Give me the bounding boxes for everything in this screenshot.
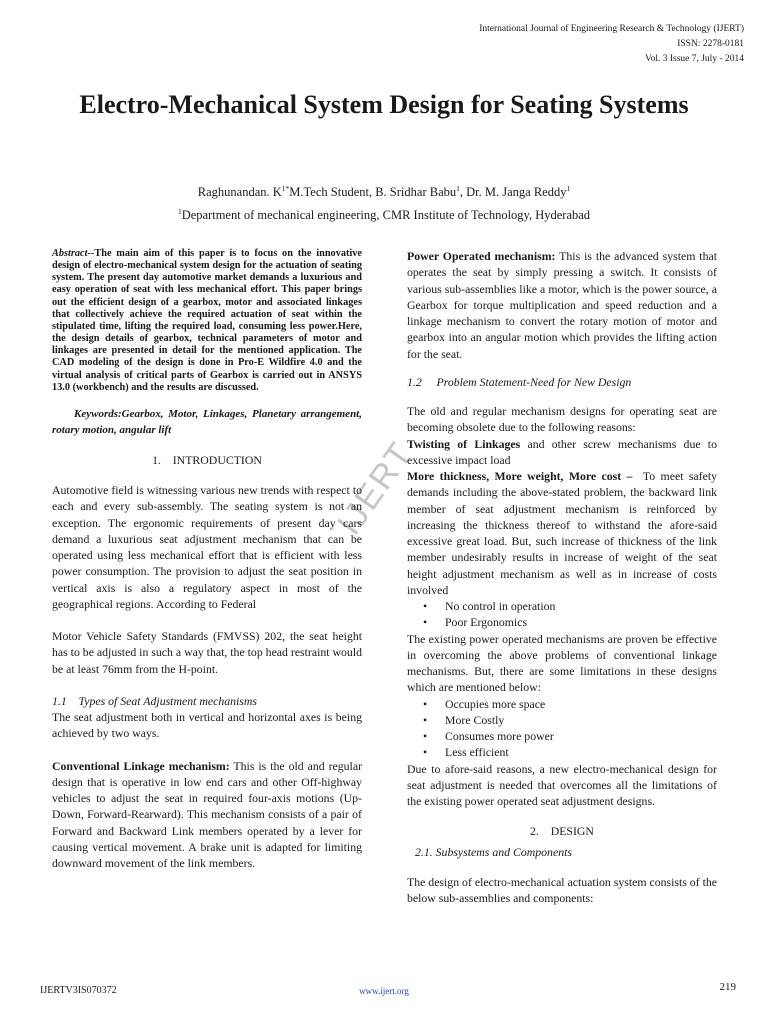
journal-name: International Journal of Engineering Research & Technology (IJERT) [479, 24, 744, 34]
right-column [407, 248, 717, 906]
author-2: B. Sridhar Babu [375, 185, 457, 200]
paper-title: Electro-Mechanical System Design for Seating Systems [79, 90, 689, 119]
limitations-bullet-list [407, 696, 717, 761]
list-item: • More Costly [407, 712, 717, 728]
watermark: IJERT [330, 434, 421, 542]
conventional-linkage-paragraph: Conventional Linkage mechanism: This is the old and regular design that is operative in low end cars and other Off-highway vehicles to adjust the seat in required four-axis motions (Up-Down, Forward-Rearward). This mechanism consists of a pair of Forward and Backward Link members operated by a lever for causing vertical movement. A brake unit is adapted for limiting downward movement of the link members. [52, 758, 362, 871]
thickness-paragraph: More thickness, More weight, More cost – To meet safety demands including the above-stated problem, the backward link member of seat adjustment mechanism is reinforced by increasing the thickness thereof to withstand the afore-said excessive great load. But, such increase of thickness of the link member undesirably results in increase of weight of the seat height adjustment mechanism as well as in increase of costs involved [407, 469, 717, 597]
keywords: Keywords:Gearbox, Motor, Linkages, Planetary arrangement, rotary motion, angular lift [52, 407, 362, 437]
subsection-heading-2-1: 2.1. Subsystems and Components [415, 844, 572, 859]
subsection-heading-1-2: 1.2 Problem Statement-Need for New Design [407, 374, 632, 389]
list-item: • No control in operation [407, 598, 717, 614]
section-heading-design: 2. DESIGN [530, 824, 594, 839]
author-3: , Dr. M. Janga Reddy [459, 185, 567, 200]
intro-paragraph-1: Automotive field is witnessing various new trends with respect to each and every sub-assembly. The seating system is not an exception. The ergonomic requirements of present day cars demand a luxurious seat adjustment mechanism that can be operated using less mechanical effort that is efficient with less power consumption. The provision to adjust the seat position in vertical axis is also a regulatory aspect in most of the geographical regions. According to Federal [52, 483, 362, 611]
power-operated-paragraph: Power Operated mechanism: This is the advanced system that operates the seat by simply pressing a switch. It consists of various sub-assemblies like a motor, which is the power source, a Gearbox for torque multiplication and speed reduction and a linkage mechanism to convert the rotary motion of motor and gearbox into an angular motion which provides the lifting action for the seat. [407, 249, 717, 361]
author-line: Raghunandan. $K^{1*}M.Tech$ Student, B. Sridhar Babu$^1$, Dr. M. Janga Reddy$^1$ [197, 184, 571, 200]
author-1: Raghunandan. K [197, 185, 282, 200]
list-item: • Consumes more power [407, 728, 717, 744]
left-column [52, 248, 362, 871]
affiliation: $^1$Department of mechanical engineering, CMR Institute of Technology, Hyderabad [177, 207, 591, 223]
existing-mechanisms-paragraph: The existing power operated mechanisms are proven be effective in overcoming the above problems of conventional linkage mechanisms. But, there are some limitations in these designs which are mentioned below: [407, 631, 717, 695]
list-item: • Occupies more space [407, 696, 717, 712]
running-header [324, 22, 744, 67]
paper-code: IJERTV3IS070372 [40, 985, 117, 996]
page-number: 219 [719, 981, 736, 993]
list-item: • Less efficient [407, 744, 717, 760]
intro-paragraph-2: Motor Vehicle Safety Standards (FMVSS) 202, the seat height has to be adjusted in such a way that, the top head restraint would be at least 76mm from the H-point. [52, 629, 362, 676]
problem-bullet-list [407, 598, 717, 631]
volume-issue: Vol. 3 Issue 7, July - 2014 [644, 54, 744, 64]
afore-said-paragraph: Due to afore-said reasons, a new electro-mechanical design for seat adjustment is needed that overcomes all the limitations of the existing power operated seat adjustment designs. [407, 761, 717, 808]
abstract: Abstract--The main aim of this paper is to focus on the innovative design of electro-mechanical system design for the actuation of seating system. The present day automotive market demands a luxurious and easy operation of seat with less mechanical effort. This paper brings out the efficient design of a gearbox, motor and associated linkages that collectively achieve the required actuation of seat within the stipulated time, lifting the required load, consuming less power.Here, the design details of gearbox, technical parameters of motor and linkages are presented in detail for the mentioned application. The CAD modeling of the design is done in Pro-E Wildfire 4.0 and the virtual analysis of critical parts of Gearbox is carried out in ANSYS 13.0 (workbench) and the results are discussed. [52, 248, 362, 393]
author-block [40, 179, 728, 225]
old-mechanism-paragraph: The old and regular mechanism designs for operating seat are becoming obsolete due to the following reasons: [407, 404, 717, 435]
design-paragraph: The design of electro-mechanical actuation system consists of the below sub-assemblies and components: [407, 874, 717, 905]
issn: ISSN: 2278-0181 [677, 39, 744, 49]
section-heading-introduction: 1. INTRODUCTION [152, 452, 262, 467]
subsection-heading-1-1: 1.1 Types of Seat Adjustment mechanisms [52, 693, 258, 708]
subsection-1-1-paragraph: The seat adjustment both in vertical and horizontal axes is being achieved by two ways. [52, 710, 362, 741]
list-item: • Poor Ergonomics [407, 614, 717, 630]
twisting-paragraph: Twisting of Linkages and other screw mechanisms due to excessive impact load [407, 436, 717, 467]
journal-url-link[interactable]: www.ijert.org [359, 986, 409, 996]
author-1-role: M.Tech Student, [289, 185, 376, 200]
